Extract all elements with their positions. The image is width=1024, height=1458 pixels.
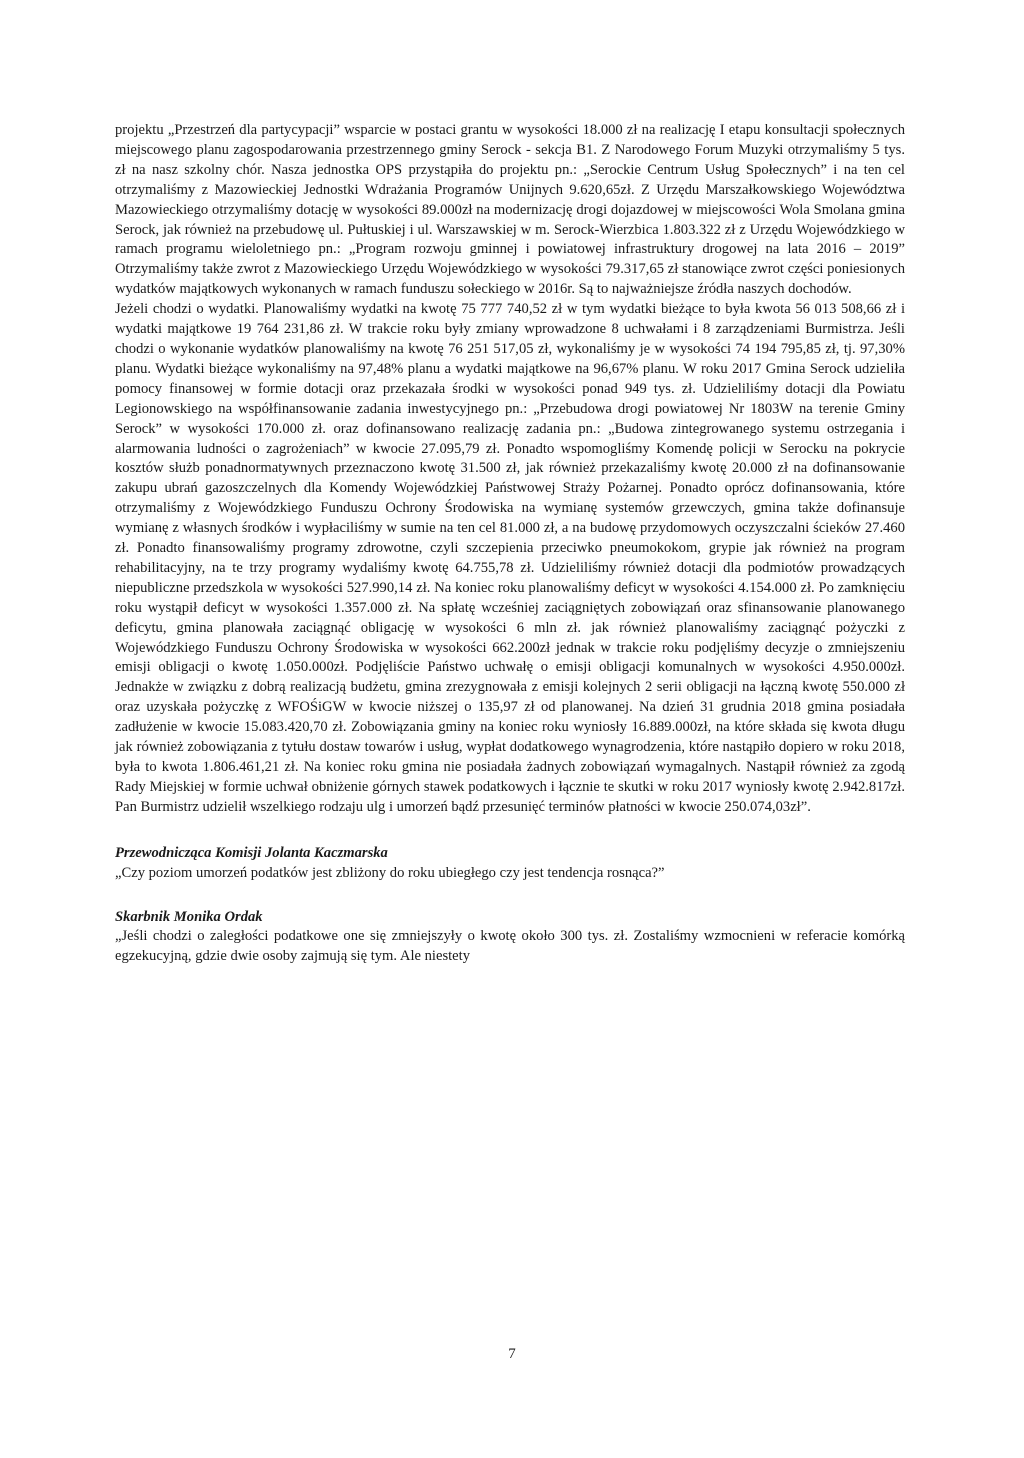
body-paragraph-revenues: projektu „Przestrzeń dla partycypacji” wsparcie w postaci grantu w wysokości 18.000 zł na realizację I etapu konsultacji społecznych miejscowego planu zagospodarowania przestrzennego gminy Serock - sekcja B1. Z Narodowego Forum Muzyki otrzymaliśmy 5 tys. zł na nasz szkolny chór. Nasza jednostka OPS przystąpiła do projektu pn.: „Serockie Centrum Usług Społecznych” i na ten cel otrzymaliśmy z Mazowieckiej Jednostki Wdrażania Programów Unijnych 9.620,65zł. Z Urzędu Marszałkowskiego Województwa Mazowieckiego otrzymaliśmy dotację w wysokości 89.000zł na modernizację drogi dojazdowej w miejscowości Wola Smolana gmina Serock, jak również na przebudowę ul. Pułtuskiej i ul. Warszawskiej w m. Serock-Wierzbica 1.803.322 zł z Urzędu Wojewódzkiego w ramach programu wieloletniego pn.: „Program rozwoju gminnej i powiatowej infrastruktury drogowej na lata 2016 – 2019” Otrzymaliśmy także zwrot z Mazowieckiego Urzędu Wojewódzkiego w wysokości 79.317,65 zł stanowiące zwrot części poniesionych wydatków majątkowych wykonanych w ramach funduszu sołeckiego w 2016r. Są to najważniejsze źródła naszych dochodów. [115,122,905,298]
speaker-quote: „Jeśli chodzi o zaległości podatkowe one się zmniejszyły o kwotę około 300 tys. zł. Zostaliśmy wzmocnieni w referacie komórką egzekucyjną, gdzie dwie osoby zajmują się tym. Ale niestety [115,928,905,965]
speaker-quote: „Czy poziom umorzeń podatków jest zbliżony do roku ubiegłego czy jest tendencja rosnąca?” [115,864,665,881]
speaker-name: Skarbnik Monika Ordak [115,908,263,925]
document-page [115,121,905,967]
body-paragraph-expenditures: Jeżeli chodzi o wydatki. Planowaliśmy wydatki na kwotę 75 777 740,52 zł w tym wydatki bieżące to była kwota 56 013 508,66 zł i wydatki majątkowe 19 764 231,86 zł. W trakcie roku były zmiany wprowadzone 8 uchwałami i 8 zarządzeniami Burmistrza. Jeśli chodzi o wykonanie wydatków planowaliśmy na kwotę 76 251 517,05 zł, wykonaliśmy je w wysokości 74 194 795,85 zł, tj. 97,30% planu. Wydatki bieżące wykonaliśmy na 97,48% planu a wydatki majątkowe na 96,67% planu. W roku 2017 Gmina Serock udzieliła pomocy finansowej w formie dotacji oraz przekazała środki w wysokości ponad 949 tys. zł. Udzieliliśmy dotacji dla Powiatu Legionowskiego na współfinansowanie zadania inwestycyjnego pn.: „Przebudowa drogi powiatowej Nr 1803W na terenie Gminy Serock” w wysokości 170.000 zł. oraz dofinansowano realizację zadania pn.: „Budowa zintegrowanego systemu ostrzegania i alarmowania ludności o zagrożeniach” w kwocie 27.095,79 zł. Ponadto wspomogliśmy Komendę policji w Serocku na pokrycie kosztów służb ponadnormatywnych przeznaczono kwotę 31.500 zł, jak również przekazaliśmy kwotę 20.000 zł na dofinansowanie zakupu ubrań gazoszczelnych dla Komendy Wojewódzkiej Państwowej Straży Pożarnej. Ponadto oprócz dofinansowania, które otrzymaliśmy z Wojewódzkiego Funduszu Ochrony Środowiska na wymianę systemów grzewczych, gmina także dofinansuje wymianę z własnych środków i wypłaciliśmy w sumie na ten cel 81.000 zł, a na budowę przydomowych oczyszczalni ścieków 27.460 zł. Ponadto finansowaliśmy programy zdrowotne, czyli szczepienia przeciwko pneumokokom, grypie jak również na program rehabilitacyjny, na te trzy programy wydaliśmy kwotę 64.755,78 zł. Udzieliliśmy również dotacji dla podmiotów prowadzących niepubliczne przedszkola w wysokości 527.990,14 zł. Na koniec roku planowaliśmy deficyt w wysokości 4.154.000 zł. Po zamknięciu roku wystąpił deficyt w wysokości 1.357.000 zł. Na spłatę wcześniej zaciągniętych zobowiązań oraz sfinansowanie planowanego deficytu, gmina planowała zaciągnąć obligację w wysokości 6 mln zł. jak również planowaliśmy zaciągnąć pożyczki z Wojewódzkiego Funduszu Ochrony Środowiska w wysokości 662.200zł jednak w trakcie roku podjęliśmy decyzje o zmniejszeniu emisji obligacji o kwotę 1.050.000zł. Podjęliście Państwo uchwałę o emisji obligacji komunalnych w wysokości 4.950.000zł. Jednakże w związku z dobrą realizacją budżetu, gmina zrezygnowała z emisji kolejnych 2 serii obligacji na łączną kwotę 550.000 zł oraz uzyskała pożyczkę z WFOŚiGW w kwocie niższej o 135,97 zł od planowanej. Na dzień 31 grudnia 2018 gmina posiadała zadłużenie w kwocie 15.083.420,70 zł. Zobowiązania gminy na koniec roku wyniosły 16.889.000zł, na które składa się kwota długu jak również zobowiązania z tytułu dostaw towarów i usług, wypłat dodatkowego wynagrodzenia, które nastąpiło dopiero w roku 2018, była to kwota 1.806.461,21 zł. Na koniec roku gmina nie posiadała żadnych zobowiązań wymagalnych. Nastąpił również za zgodą Rady Miejskiej w formie uchwał obniżenie górnych stawek podatkowych i łącznie te skutki w roku 2017 wyniosły kwotę 2.942.817zł. Pan Burmistrz udzielił wszelkiego rodzaju ulg i umorzeń bądź przesunięć terminów płatności w kwocie 250.074,03zł”. [115,301,905,815]
speaker-name: Przewodnicząca Komisji Jolanta Kaczmarska [115,844,388,861]
page-number: 7 [508,1346,516,1362]
